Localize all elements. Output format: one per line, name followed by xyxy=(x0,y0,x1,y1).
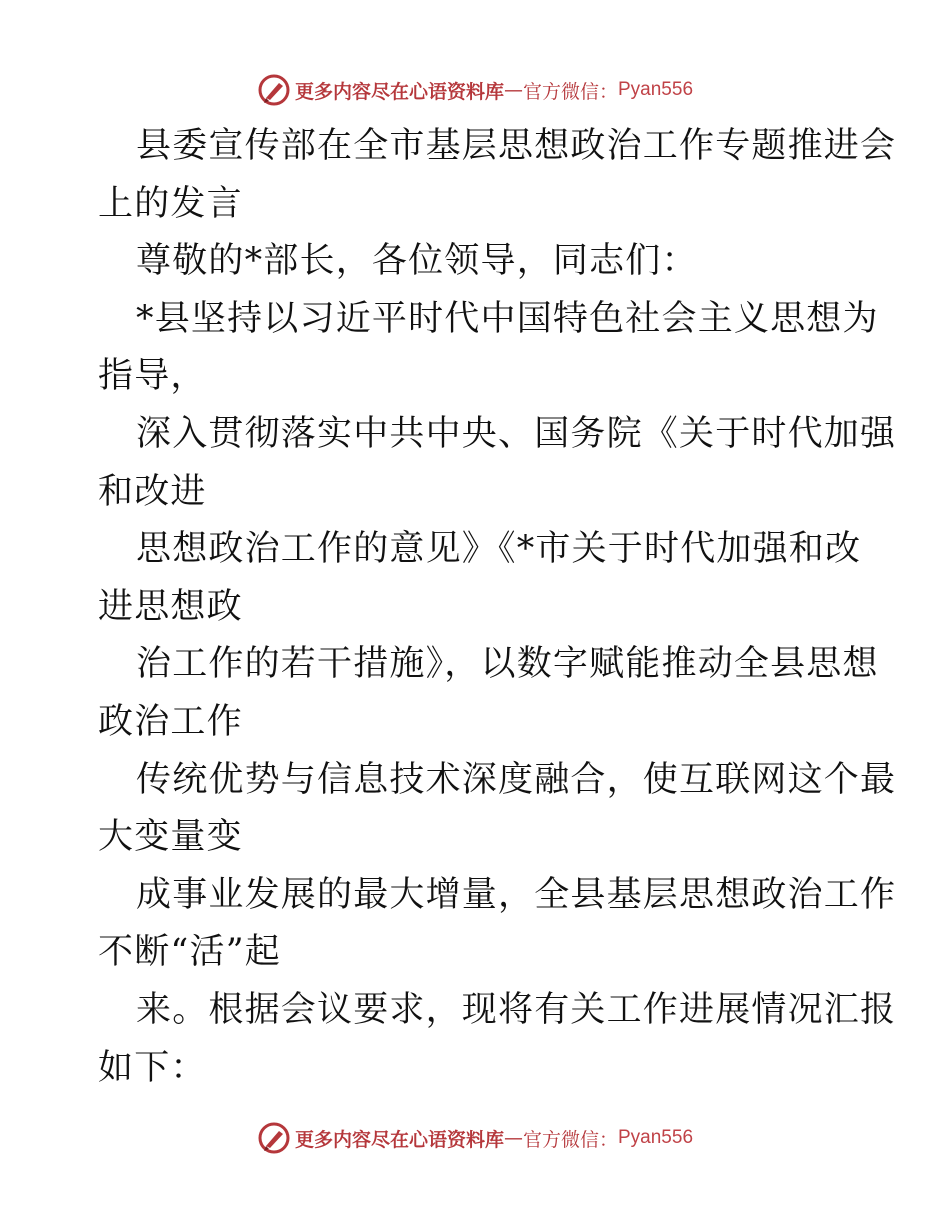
paragraph-line: 治工作的若干措施》，以数字赋能推动全县思想 xyxy=(136,644,879,685)
paragraph-line: 和改进 xyxy=(98,471,207,512)
watermark-dash: — xyxy=(503,79,523,101)
paragraph-line: 来。根据会议要求，现将有关工作进展情况汇报 xyxy=(136,989,897,1030)
paragraph-line: 传统优势与信息技术深度融合，使互联网这个最 xyxy=(136,759,897,800)
watermark-dash: — xyxy=(503,1127,523,1149)
paragraph-line: *县坚持以习近平时代中国特色社会主义思想为 xyxy=(136,298,879,339)
salutation: 尊敬的*部长，各位领导，同志们： xyxy=(136,241,698,282)
watermark-wechat-id: Pyan556 xyxy=(618,1127,694,1148)
paragraph-line: 思想政治工作的意见》《*市关于时代加强和改 xyxy=(136,529,862,570)
paragraph-line: 政治工作 xyxy=(98,701,243,742)
paragraph-line: 如下： xyxy=(98,1047,207,1088)
footer-watermark xyxy=(0,1118,950,1158)
pen-logo-icon xyxy=(257,1121,291,1155)
title-line-2: 上的发言 xyxy=(98,183,243,224)
paragraph-line: 进思想政 xyxy=(98,586,243,627)
paragraph-line: 不断“活”起 xyxy=(98,932,281,973)
header-watermark xyxy=(0,70,950,110)
document-body xyxy=(98,118,897,1097)
paragraph-line: 成事业发展的最大增量，全县基层思想政治工作 xyxy=(136,874,897,915)
pen-logo-icon xyxy=(257,73,291,107)
title-line-1: 县委宣传部在全市基层思想政治工作专题推进会 xyxy=(136,126,897,166)
watermark-main-text: 更多内容尽在心语资料库 xyxy=(294,1128,504,1151)
watermark-wechat-id: Pyan556 xyxy=(618,79,694,100)
watermark-sub-text: 官方微信： xyxy=(522,1128,618,1151)
paragraph-line: 深入贯彻落实中共中央、国务院《关于时代加强 xyxy=(136,413,897,454)
watermark-main-text: 更多内容尽在心语资料库 xyxy=(294,80,504,103)
paragraph-line: 指导， xyxy=(98,356,207,397)
paragraph-line: 大变量变 xyxy=(98,817,243,858)
watermark-sub-text: 官方微信： xyxy=(522,80,618,103)
